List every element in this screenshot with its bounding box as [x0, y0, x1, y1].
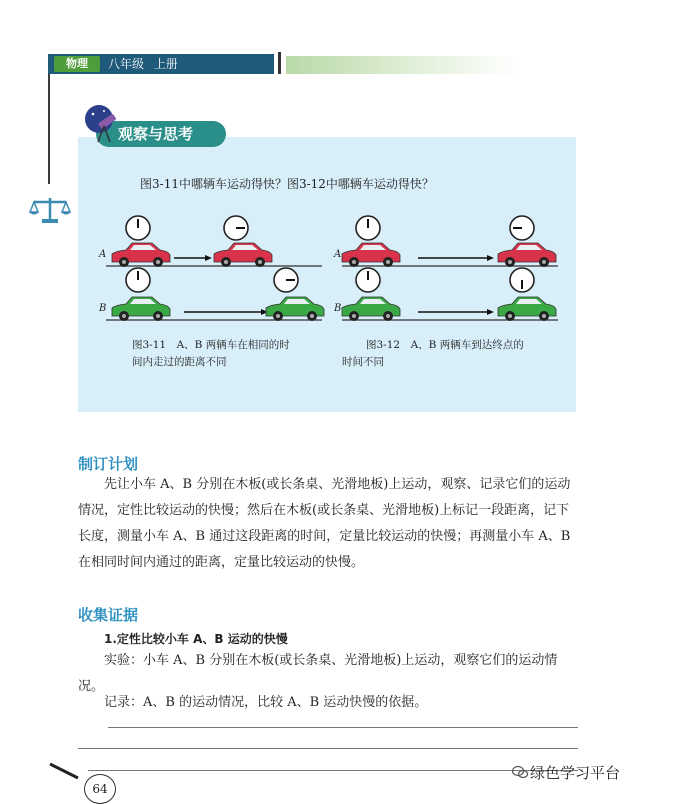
fig2-caption-line2: 时间不同: [342, 356, 384, 368]
fig1-car-a-end: [214, 243, 272, 267]
telescope-icon: [84, 104, 120, 144]
magnifier-icon: [48, 762, 88, 782]
fig1-clock-b-end: [274, 268, 298, 292]
evidence-subheading: 1.定性比较小车 A、B 运动的快慢: [104, 632, 288, 646]
watermark: 绿色学习平台: [530, 764, 621, 782]
margin-line: [48, 74, 50, 184]
fig1-lane-a-label: A: [99, 249, 107, 260]
fig2-clock-b-start: [356, 268, 380, 292]
fig1-car-b-end: [266, 297, 324, 321]
subject-badge: 物理: [54, 56, 100, 72]
fig1-car-a-start: [112, 243, 170, 267]
page-number: 64: [84, 774, 116, 804]
fig2-caption-line1: 图3-12 A、B 两辆车到达终点的: [366, 339, 524, 351]
fig2-lane-a-label: A: [334, 249, 342, 260]
footer-line: [88, 770, 578, 771]
fig1-clock-b-start: [126, 268, 150, 292]
experiment-text: 实验：小车 A、B 分别在木板(或长条桌、光滑地板)上运动，观察它们的运动情况。: [78, 653, 558, 694]
plan-heading: 制订计划: [78, 455, 139, 473]
record-text: 记录：A、B 的运动情况，比较 A、B 运动快慢的依据。: [104, 695, 428, 710]
fig2-lane-b-label: B: [334, 303, 342, 314]
header-divider: [278, 52, 281, 74]
fig1-clock-a-end: [224, 216, 248, 240]
fig1-caption: [132, 337, 332, 371]
observe-title: 观察与思考: [118, 125, 194, 143]
header-gradient: [286, 56, 518, 74]
fig2-car-b-start: [342, 297, 400, 321]
fig2-arrow-b-head: [487, 309, 494, 315]
fig2-car-b-end: [498, 297, 556, 321]
answer-line-2: [78, 748, 578, 749]
motion-figure: [96, 212, 566, 324]
fig1-clock-a-start: [126, 216, 150, 240]
observe-question: 图3-11中哪辆车运动得快？图3-12中哪辆车运动得快？: [140, 177, 434, 191]
evidence-heading: 收集证据: [78, 606, 139, 624]
plan-text: 先让小车 A、B 分别在木板(或长条桌、光滑地板)上运动，观察、记录它们的运动情况，定性比较运动的快慢；然后在木板(或长条桌、光滑地板)上标记一段距离，记下长度，测量小车 A、B 通过这段距离的时间，定量比较运动的快慢；再测量小车 A、B 在相同时间内通过的距离，定量比较运动的快慢。: [78, 477, 571, 570]
answer-line-1: [108, 727, 578, 728]
fig1-car-b-start: [112, 297, 170, 321]
fig1-caption-line2: 间内走过的距离不同: [132, 356, 227, 368]
balance-scale-icon: [28, 196, 72, 224]
wechat-icon: [512, 764, 528, 780]
fig1-arrow-a-head: [205, 255, 212, 261]
grade-volume: 八年级 上册: [108, 57, 178, 71]
fig1-lane-b-label: B: [99, 303, 107, 314]
fig2-arrow-a-head: [487, 255, 494, 261]
fig2-car-a-end: [498, 243, 556, 267]
fig2-clock-a-start: [356, 216, 380, 240]
fig2-car-a-start: [342, 243, 400, 267]
fig2-caption: [342, 337, 562, 371]
fig2-clock-b-end: [510, 268, 534, 292]
fig1-caption-line1: 图3-11 A、B 两辆车在相同的时: [132, 339, 290, 351]
fig2-clock-a-end: [510, 216, 534, 240]
